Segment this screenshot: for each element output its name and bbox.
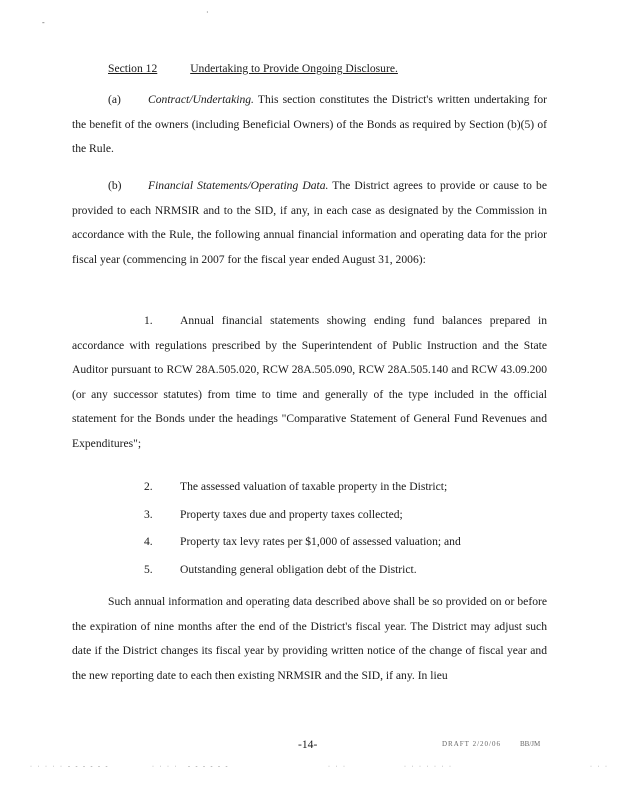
scan-artifact-3: · · · · [152,764,179,770]
list-item-1-number: 1. [144,314,153,327]
list-item-3 [144,508,403,521]
list-item-4-text: Property tax levy rates per $1,000 of assessed valuation; and [180,535,461,548]
section-heading [108,62,398,75]
list-item-3-text: Property taxes due and property taxes collected; [180,508,403,521]
paragraph-b-text: The District agrees to provide or cause to be provided to each NRMSIR and to the SID, if any, in each case as designated by the Commission in accordance with the Rule, the following annual financial information and operating data for the prior fiscal year (commencing in 2007 for the fiscal year ended August 31, 2006): [72,179,547,266]
list-item-3-number: 3. [144,508,153,521]
scan-artifact-2: - - - - - - [68,764,110,770]
paragraph-a-label: (a) [108,93,121,106]
paragraph-a-text: This section constitutes the District's written undertaking for the benefit of the owners (including Beneficial Owners) of the Bonds as required by Section (b)(5) of the Rule. [72,93,547,155]
closing-paragraph [72,590,547,688]
paragraph-b-heading: Financial Statements/Operating Data. [148,179,329,192]
document-initials: BB/JM [520,740,541,748]
scan-artifact-6: · · · · · · · [404,764,453,770]
paragraph-b-label: (b) [108,179,122,192]
closing-paragraph-text: Such annual information and operating data described above shall be so provided on or before the expiration of nine months after the end of the District's fiscal year. The District may adjust such date if the District changes its fiscal year by providing written notice of the change of fiscal year and the new reporting date to each then existing NRMSIR and the SID, if any. In lieu [72,595,547,682]
list-item-4 [144,535,461,548]
list-item-1-text: Annual financial statements showing ending fund balances prepared in accordance with regulations prescribed by the Superintendent of Public Instruction and the State Auditor pursuant to RCW 28A.505.020, RCW 28A.505.090, RCW 28A.505.140 and RCW 43.09.200 (or any successor statutes) from time to time and generally of the type included in the official statement for the Bonds under the headings "Comparative Statement of General Fund Revenues and Expenditures"; [72,314,547,450]
list-item-2-text: The assessed valuation of taxable property in the District; [180,480,448,493]
section-title: Undertaking to Provide Ongoing Disclosure. [190,62,398,75]
document-id: DRAFT 2/20/06 [442,740,501,748]
scan-artifact-7: · · · [590,764,609,770]
list-item-5-text: Outstanding general obligation debt of the District. [180,563,417,576]
paragraph-a-heading: Contract/Undertaking. [148,93,254,106]
paragraph-b [72,174,547,272]
list-item-4-number: 4. [144,535,153,548]
page-number: -14- [298,738,318,751]
scan-mark-top: · [206,8,210,17]
list-item-2-number: 2. [144,480,153,493]
list-item-1 [72,309,547,456]
scan-mark-left: - [42,18,46,27]
scan-artifact-5: · · · [328,764,347,770]
list-item-5 [144,563,417,576]
paragraph-a [72,88,547,162]
list-item-2 [144,480,447,493]
scan-artifact-4: - - - - - - [188,764,230,770]
section-number: Section 12 [108,62,158,75]
list-item-5-number: 5. [144,563,153,576]
scan-artifact-1: · · · · · [30,764,64,770]
